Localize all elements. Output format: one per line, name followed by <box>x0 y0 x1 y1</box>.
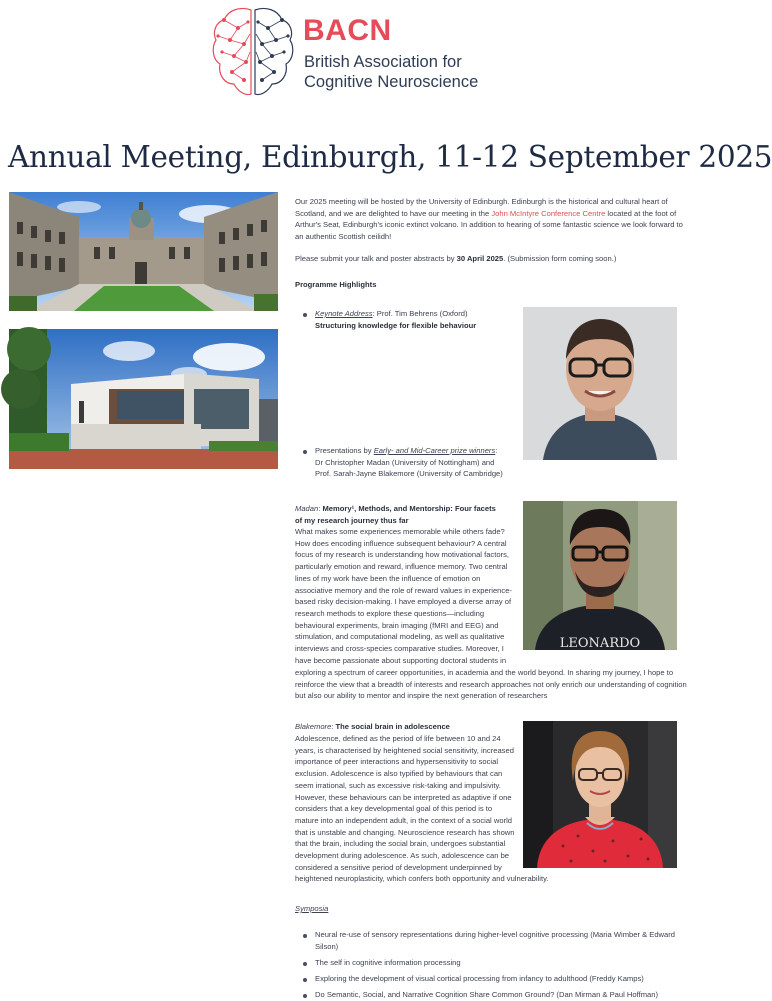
prize-block <box>315 445 503 480</box>
madan-title-1: Memory¹, Methods, and Mentorship: Four facets <box>322 504 496 513</box>
keynote-block <box>315 308 476 331</box>
abstracts-after: . (Submission form coming soon.) <box>503 254 617 263</box>
blakemore-line: years, is characterised by heightened social sensitivity, increased <box>295 745 514 755</box>
logo-org-line2: Cognitive Neuroscience <box>304 73 479 91</box>
madan-line: lines of my work have been the influence of emotion on <box>295 573 481 583</box>
prize-bullet <box>303 450 307 454</box>
symposium-item: The self in cognitive information processing <box>315 958 461 967</box>
blakemore-line: Adolescence, defined as the period of life between 10 and 24 <box>295 734 501 743</box>
blakemore-line: considers that a key developmental goal of this period is to <box>295 804 493 814</box>
madan-line: based risky decision-making. I have employed a diverse array of <box>295 597 512 607</box>
prize-line-2: Dr Christopher Madan (University of Nottingham) and <box>315 457 495 467</box>
blakemore-line: seem irrational, such as excessive risk-taking and impulsivity. <box>295 780 501 790</box>
intro-line-3: Arthur's Seat, Edinburgh's iconic extinct volcano. In addition to hearing of some fantastic science we look forward to <box>295 220 683 230</box>
intro-line-4: an authentic Scottish ceilidh! <box>295 232 392 242</box>
shirt-text: LEONARDO <box>559 636 641 651</box>
blakemore-line: development during adolescence. As such, adolescence can be <box>295 851 510 861</box>
symposia-heading: Symposia <box>295 904 329 913</box>
logo-acronym: BACN <box>303 14 392 47</box>
blakemore-line: However, these behaviours can be interpreted as adaptive if one <box>295 792 512 802</box>
blakemore-line: heightened neuroplasticity, which confers both opportunity and vulnerability. <box>295 874 549 884</box>
blakemore-line: mature into an independent adult, in the context of a social world <box>295 815 512 825</box>
venue-link[interactable]: John McIntyre Conference Centre <box>491 208 606 218</box>
abstracts-deadline: 30 April 2025 <box>456 254 504 263</box>
symposium-item: Do Semantic, Social, and Narrative Cognition Share Common Ground? (Dan Mirman & Paul Hoffman) <box>315 990 658 999</box>
abstracts-before: Please submit your talk and poster abstracts by <box>295 254 455 263</box>
symposium-item <box>315 929 675 952</box>
madan-abstract-narrow <box>295 526 512 666</box>
programme-heading: Programme Highlights <box>295 280 377 289</box>
keynote-label: Keynote Address <box>315 309 373 318</box>
madan-photo <box>523 501 677 650</box>
blakemore-abstract <box>295 733 548 885</box>
symposium-item-line1: Neural re-use of sensory representations during higher-level cognitive processing (Maria Wimber & Edward <box>315 930 676 939</box>
prize-colon: : <box>495 446 498 455</box>
intro-line-1: Our 2025 meeting will be hosted by the University of Edinburgh. Edinburgh is the historical and cultural heart of <box>295 197 668 206</box>
blakemore-line: importance of peer interactions and hypersensitivity to social <box>295 757 499 767</box>
madan-heading <box>295 503 496 526</box>
blakemore-line: that the brain, including the social brain, undergoes substantial <box>295 839 506 849</box>
madan-wide-line: reinforce the view that a breadth of interests and research approaches not only enrich our understanding of cognition <box>295 679 687 689</box>
university-quad-photo <box>9 192 278 311</box>
prize-line-1 <box>315 445 503 457</box>
prize-line-3: Prof. Sarah-Jayne Blakemore (University of Cambridge) <box>315 469 503 479</box>
intro-line-2-end: located at the foot of <box>607 208 677 218</box>
blakemore-line: exclusion. Adolescence is also typified by behaviours that can <box>295 769 503 779</box>
intro-paragraph <box>295 196 683 243</box>
symposium-bullet <box>303 994 307 998</box>
keynote-speaker: : Prof. Tim Behrens (Oxford) <box>372 309 468 318</box>
madan-abstract-wide <box>295 667 687 702</box>
blakemore-heading: Blakemore: The social brain in adolescence <box>295 722 450 731</box>
blakemore-title: The social brain in adolescence <box>335 722 450 731</box>
symposium-bullet <box>303 962 307 966</box>
madan-line: behavioural experiments, brain imaging (fMRI and EEG) and <box>295 620 499 630</box>
madan-line: research methods to explore these questions—including <box>295 608 485 618</box>
keynote-bullet <box>303 313 307 317</box>
behrens-photo <box>523 307 677 460</box>
conference-centre-photo <box>9 329 278 469</box>
blakemore-name: Blakemore <box>295 722 332 731</box>
madan-line: stimulation, and computational modeling, as well as qualitative <box>295 632 505 642</box>
prize-winners-link[interactable]: Early- and Mid-Career prize winners <box>373 446 496 455</box>
madan-line: What makes some experiences memorable while others fade? <box>295 527 505 536</box>
madan-title-line-2: of my research journey thus far <box>295 515 409 525</box>
madan-line: How does encoding influence subsequent behaviour? A central <box>295 538 507 548</box>
madan-line: particularly emotion and reward, influence memory. Two central <box>295 562 508 572</box>
symposium-item: Exploring the development of visual cortical processing from infancy to adulthood (Freddy Kamps) <box>315 974 644 983</box>
symposium-bullet <box>303 978 307 982</box>
madan-line: have become passionate about supporting doctoral students in <box>295 655 507 665</box>
blakemore-photo <box>523 721 677 868</box>
madan-line: focus of my research is understanding how motivational factors, <box>295 550 509 560</box>
symposium-bullet <box>303 934 307 938</box>
abstracts-notice <box>295 253 616 265</box>
brain-network-logo-icon <box>210 4 296 102</box>
madan-line: associative memory and the role of reward values in experience- <box>295 585 512 595</box>
symposium-item-line2: Silson) <box>315 941 339 951</box>
blakemore-line: that is unstable and changing. Neuroscience research has shown <box>295 827 515 837</box>
blakemore-line: considered a sensitive period of development underpinned by <box>295 862 502 872</box>
keynote-talk-title: Structuring knowledge for flexible behaviour <box>315 320 477 330</box>
intro-line-2-start: Scotland, and we are delighted to have our meeting in the <box>295 208 490 218</box>
intro-line-2 <box>295 208 683 220</box>
madan-line: interviews and cross-species comparative studies. Moreover, I <box>295 644 504 654</box>
prize-prefix: Presentations by <box>315 446 372 455</box>
madan-wide-line: but also our ability to mentor and inspire the next generation of researchers <box>295 691 548 701</box>
madan-wide-line: exploring a spectrum of career opportunities, in academia and the world beyond. In sharing my journey, I hope to <box>295 668 674 677</box>
keynote-line <box>315 308 476 320</box>
logo-org-line1: British Association for <box>304 53 462 71</box>
page-title: Annual Meeting, Edinburgh, 11-12 September 2025 <box>8 140 772 174</box>
madan-name: Madan <box>295 504 319 513</box>
madan-title-line-1: Madan: Memory¹, Methods, and Mentorship: Four facets <box>295 504 496 513</box>
